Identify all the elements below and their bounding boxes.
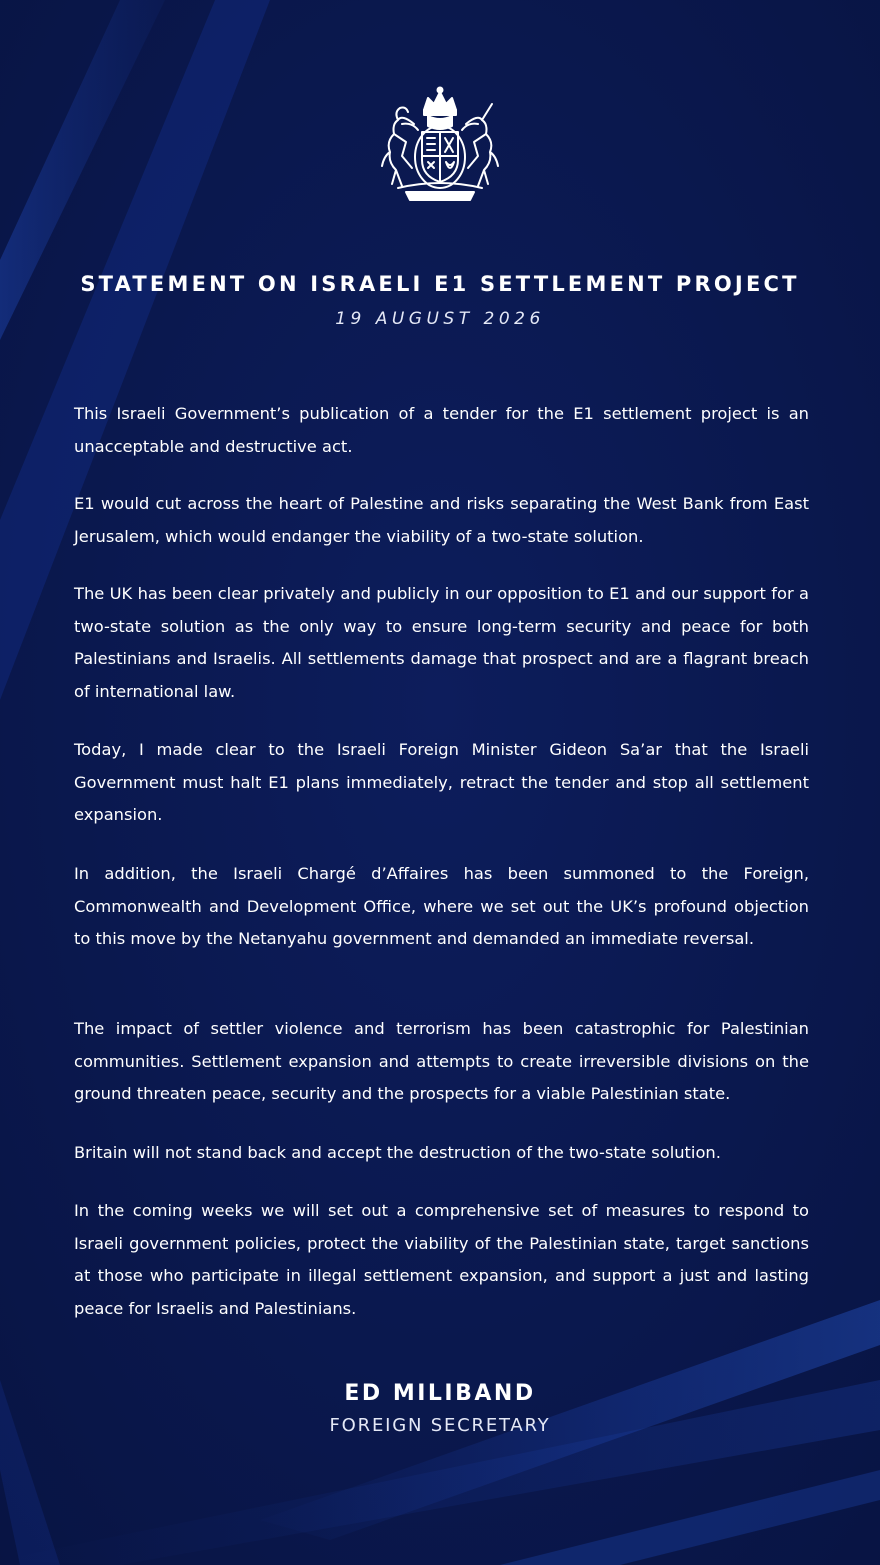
statement-paragraph: In the coming weeks we will set out a comprehensive set of measures to respond to Israeli government policies, protect the viability of the Palestinian state, target sanctions at those who participate in illegal settlement expansion, and support a just and lasting peace for Israelis and Palestinians. [74,1201,809,1318]
statement-date: 19 AUGUST 2026 [335,309,545,329]
royal-coat-of-arms-icon [372,86,508,208]
signatory-role: FOREIGN SECRETARY [329,1415,551,1436]
statement-title: STATEMENT ON ISRAELI E1 SETTLEMENT PROJECT [80,272,800,296]
statement-paragraph: In addition, the Israeli Chargé d’Affaires has been summoned to the Foreign, Commonwealth and Development Office, where we set out the UK’s profound objection to this move by the Netanyahu government and demanded an immediate reversal. [74,864,809,949]
statement-paragraph: This Israeli Government’s publication of a tender for the E1 settlement project is an unacceptable and destructive act. [74,404,809,456]
statement-paragraph: Britain will not stand back and accept the destruction of the two-state solution. [74,1143,721,1162]
statement-paragraph: E1 would cut across the heart of Palestine and risks separating the West Bank from East Jerusalem, which would endanger the viability of a two-state solution. [74,494,809,546]
statement-paragraph: The UK has been clear privately and publicly in our opposition to E1 and our support for a two-state solution as the only way to ensure long-term security and peace for both Palestinians and Israelis. All settlements damage that prospect and are a flagrant breach of international law. [74,584,809,701]
signatory-name: ED MILIBAND [344,1381,536,1406]
statement-paragraph: Today, I made clear to the Israeli Foreign Minister Gideon Sa’ar that the Israeli Government must halt E1 plans immediately, retract the tender and stop all settlement expansion. [74,740,809,825]
statement-paragraph: The impact of settler violence and terrorism has been catastrophic for Palestinian communities. Settlement expansion and attempts to create irreversible divisions on the ground threaten peace, security and the prospects for a viable Palestinian state. [74,1019,809,1104]
